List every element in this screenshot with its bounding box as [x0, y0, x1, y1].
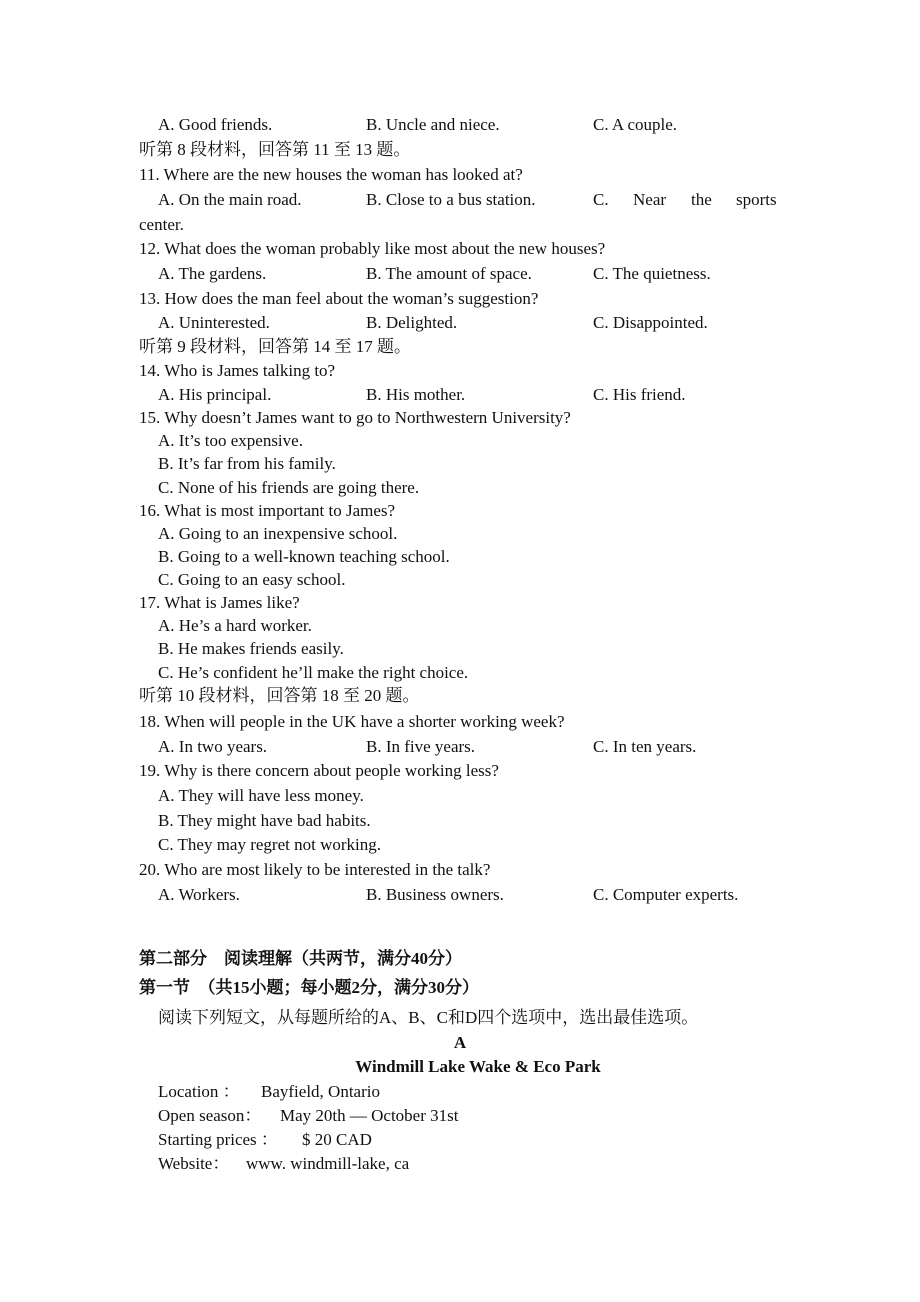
- q11-option-c-word: sports: [736, 190, 777, 209]
- q12-option-b: B. The amount of space.: [366, 264, 532, 283]
- info-value-location: Bayfield, Ontario: [261, 1082, 380, 1101]
- passage-title: Windmill Lake Wake & Eco Park: [355, 1057, 601, 1076]
- q14-option-a: A. His principal.: [158, 385, 272, 404]
- section-9-instruction: 听第 9 段材料，回答第 14 至 17 题。: [139, 337, 411, 356]
- q14-question: 14. Who is James talking to?: [139, 361, 336, 380]
- q17-option-b: B. He makes friends easily.: [158, 639, 344, 658]
- part-2-section-1-heading: 第一节 （共15小题；每小题2分，满分30分）: [139, 978, 479, 997]
- q10-option-c: C. A couple.: [593, 115, 678, 134]
- q16-option-b: B. Going to a well-known teaching school.: [158, 547, 450, 566]
- q18-question: 18. When will people in the UK have a shorter working week?: [139, 712, 565, 731]
- q15-option-b: B. It’s far from his family.: [158, 454, 336, 473]
- q12-option-a: A. The gardens.: [158, 264, 267, 283]
- q18-option-a: A. In two years.: [158, 737, 268, 756]
- q17-question: 17. What is James like?: [139, 593, 300, 612]
- q18-option-b: B. In five years.: [366, 737, 476, 756]
- q15-question: 15. Why doesn’t James want to go to Northwestern University?: [139, 408, 571, 427]
- q11-option-b: B. Close to a bus station.: [366, 190, 536, 209]
- q10-option-b: B. Uncle and niece.: [366, 115, 500, 134]
- q11-option-c-continued: center.: [139, 215, 184, 234]
- q19-option-b: B. They might have bad habits.: [158, 811, 371, 830]
- info-label-website: Website：: [158, 1154, 230, 1173]
- reading-instruction: 阅读下列短文，从每题所给的A、B、C和D四个选项中，选出最佳选项。: [158, 1008, 699, 1027]
- passage-letter: A: [453, 1033, 467, 1052]
- q20-question: 20. Who are most likely to be interested in the talk?: [139, 860, 491, 879]
- q12-option-c: C. The quietness.: [593, 264, 711, 283]
- q16-question: 16. What is most important to James?: [139, 501, 396, 520]
- q13-question: 13. How does the man feel about the woman’s suggestion?: [139, 289, 539, 308]
- info-label-location: Location ：: [158, 1082, 240, 1101]
- q17-option-a: A. He’s a hard worker.: [158, 616, 312, 635]
- q13-option-b: B. Delighted.: [366, 313, 458, 332]
- q11-option-c-word: C.: [593, 190, 609, 209]
- q15-option-a: A. It’s too expensive.: [158, 431, 303, 450]
- q17-option-c: C. He’s confident he’ll make the right choice.: [158, 663, 469, 682]
- section-10-instruction: 听第 10 段材料，回答第 18 至 20 题。: [139, 686, 420, 705]
- q15-option-c: C. None of his friends are going there.: [158, 478, 420, 497]
- q13-option-a: A. Uninterested.: [158, 313, 270, 332]
- q14-option-b: B. His mother.: [366, 385, 466, 404]
- q11-question: 11. Where are the new houses the woman has looked at?: [139, 165, 523, 184]
- q13-option-c: C. Disappointed.: [593, 313, 708, 332]
- q10-option-a: A. Good friends.: [158, 115, 273, 134]
- section-8-instruction: 听第 8 段材料，回答第 11 至 13 题。: [139, 140, 411, 159]
- q14-option-c: C. His friend.: [593, 385, 686, 404]
- q11-option-c-word: the: [691, 190, 712, 209]
- q12-question: 12. What does the woman probably like most about the new houses?: [139, 239, 606, 258]
- q20-option-c: C. Computer experts.: [593, 885, 739, 904]
- info-value-website: www. windmill-lake, ca: [246, 1154, 410, 1173]
- q19-question: 19. Why is there concern about people working less?: [139, 761, 499, 780]
- q11-option-c-word: Near: [633, 190, 667, 209]
- q19-option-c: C. They may regret not working.: [158, 835, 382, 854]
- part-2-heading: 第二部分 阅读理解（共两节，满分40分）: [139, 949, 462, 968]
- info-label-open-season: Open season：: [158, 1106, 262, 1125]
- info-value-open-season: May 20th — October 31st: [280, 1106, 459, 1125]
- q16-option-a: A. Going to an inexpensive school.: [158, 524, 398, 543]
- info-value-starting-prices: $ 20 CAD: [302, 1130, 372, 1149]
- q20-option-b: B. Business owners.: [366, 885, 504, 904]
- q20-option-a: A. Workers.: [158, 885, 240, 904]
- q18-option-c: C. In ten years.: [593, 737, 697, 756]
- q16-option-c: C. Going to an easy school.: [158, 570, 346, 589]
- q19-option-a: A. They will have less money.: [158, 786, 364, 805]
- q11-option-a: A. On the main road.: [158, 190, 302, 209]
- info-label-starting-prices: Starting prices ：: [158, 1130, 278, 1149]
